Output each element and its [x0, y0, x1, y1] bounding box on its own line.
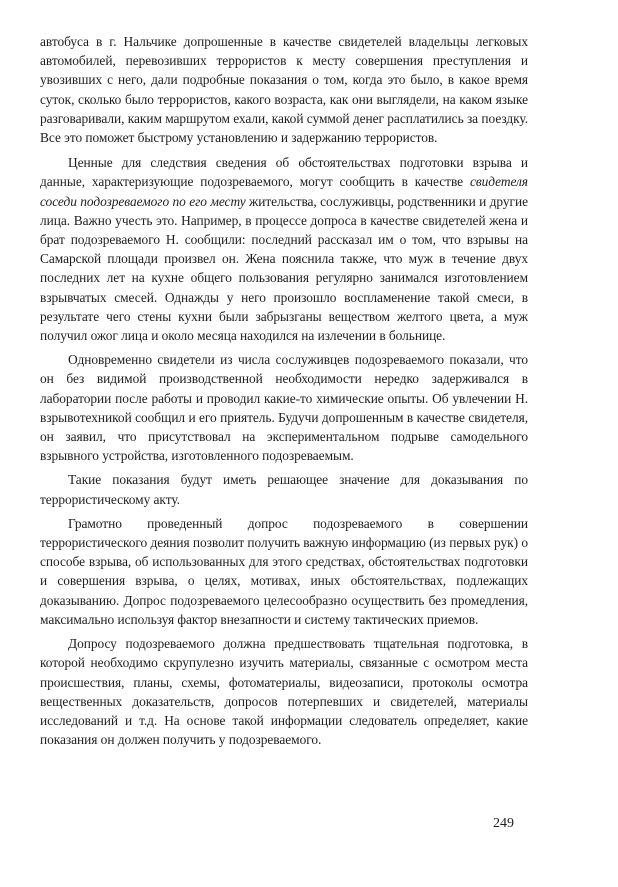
paragraph-1	[40, 32, 528, 147]
paragraph-text: Грамотно проведенный допрос подозреваемого в совершении террористического деяния позволит получить важную информацию (из первых рук) о способе взрыва, об использованных для этого средствах, обстоятельствах подготовки и совершения взрыва, о целях, мотивах, иных обстоятельствах, подлежащих доказыванию. Допрос подозреваемого целесообразно осуществить без промедления, максимально используя фактор внезапности и систему тактических приемов.	[40, 515, 528, 627]
paragraph-text: жительства, сослуживцы, родственники и другие лица. Важно учесть это. Например, в процессе допроса в качестве свидетелей жена и брат подозреваемого Н. сообщили: последний рассказал им о том, что взрывы на Самарской площади произвел он. Жена пояснила также, что муж в течение двух последних лет на кухне общего пользования регулярно занимался изготовлением взрывчатых смесей. Однажды у него произошло воспламенение такой смеси, в результате чего стены кухни были забрызганы веществом желтого цвета, а муж получил ожог лица и около месяца находился на излечении в больнице.	[40, 193, 529, 344]
page-number: 249	[493, 816, 514, 831]
paragraph-text: Такие показания будут иметь решающее значение для доказывания по террористическому акту.	[40, 472, 528, 507]
paragraph-4	[40, 470, 528, 508]
paragraph-text: Одновременно свидетели из числа сослуживцев подозреваемого показали, что он без видимой производственной необходимости нередко задерживался в лаборатории после работы и проводил какие-то химические опыты. Об увлечении Н. взрывотехникой сообщил и его приятель. Будучи допрошенным в качестве свидетеля, он заявил, что присутствовал на экспериментальном подрыве самодельного взрывного устройства, изготовленного подозреваемым.	[40, 352, 528, 464]
paragraph-5	[40, 514, 528, 629]
document-page	[40, 32, 528, 754]
paragraph-text: Допросу подозреваемого должна предшествовать тщательная подготовка, в которой необходимо скрупулезно изучить материалы, связанные с осмотром места происшествия, планы, схемы, фотоматериалы, видеозаписи, протоколы осмотра вещественных доказательств, допросов потерпевших и свидетелей, материалы исследований и т.д. На основе такой информации следователь определяет, какие показания он должен получить у подозреваемого.	[40, 636, 528, 748]
paragraph-text: Ценные для следствия сведения об обстоятельствах подготовки взрыва и данные, характеризующие подозреваемого, могут сообщить в качестве	[40, 155, 528, 190]
paragraph-6	[40, 634, 528, 749]
paragraph-3	[40, 350, 528, 465]
paragraph-italic-text: свидетеля соседи подозреваемого по его месту	[40, 174, 528, 209]
paragraph-2	[40, 153, 528, 345]
paragraph-text: автобуса в г. Нальчике допрошенные в качестве свидетелей владельцы легковых автомобилей, перевозивших террористов к месту совершения преступления и увозивших с него, дали подробные показания о том, когда это было, в какое время суток, сколько было террористов, какого возраста, как они выглядели, на каком языке разговаривали, каким маршрутом ехали, какой суммой денег расплатились за поездку. Все это поможет быстрому установлению и задержанию террористов.	[40, 34, 528, 146]
